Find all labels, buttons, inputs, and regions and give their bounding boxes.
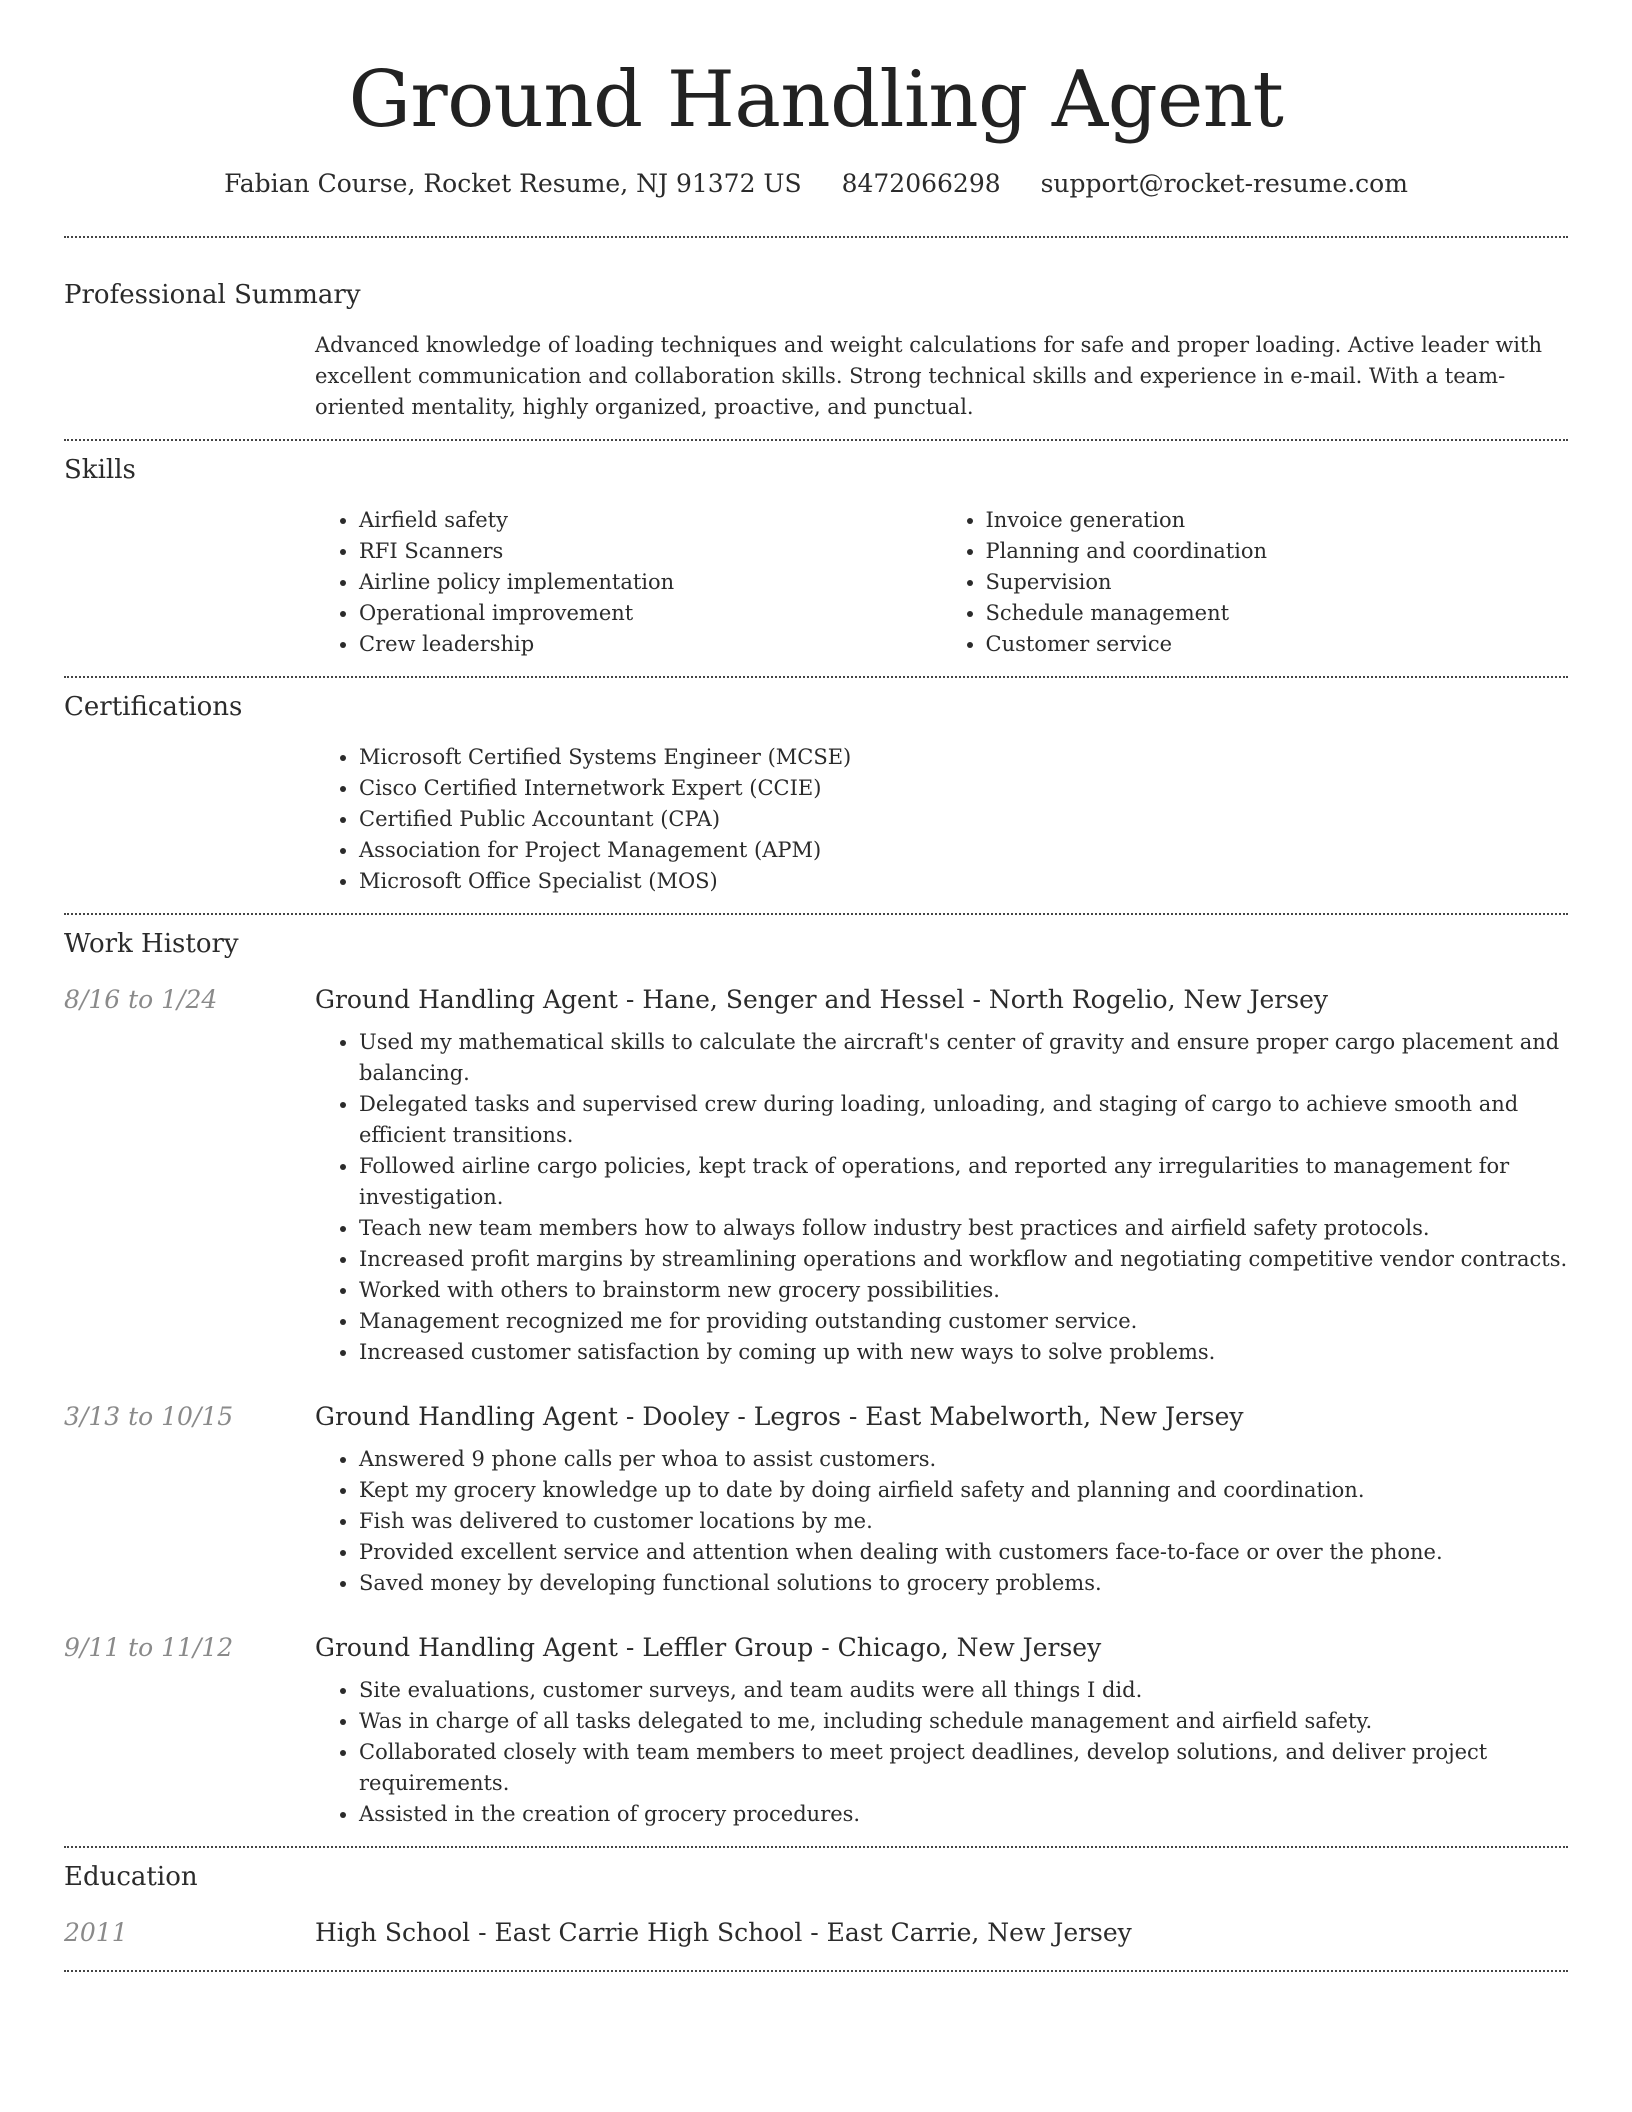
certification-item: • Certified Public Accountant (CPA) <box>359 804 1568 835</box>
contact-phone: 8472066298 <box>841 169 1001 198</box>
job-bullet: • Increased profit margins by streamlining operations and workflow and negotiating competitive vendor contracts. <box>359 1244 1568 1275</box>
job-bullet: • Followed airline cargo policies, kept track of operations, and reported any irregularities to management for investigation. <box>359 1151 1568 1213</box>
work-section <box>64 915 1568 1846</box>
job-bullet-list <box>315 1675 1568 1830</box>
skill-item: • Customer service <box>986 629 1569 660</box>
job-bullet: • Teach new team members how to always follow industry best practices and airfield safety protocols. <box>359 1213 1568 1244</box>
certifications-heading: Certifications <box>64 692 243 722</box>
job-entry <box>64 983 1568 1368</box>
job-bullets <box>315 1444 1568 1599</box>
education-title: High School - East Carrie High School - East Carrie, New Jersey <box>315 1918 1132 1947</box>
job-title: Ground Handling Agent - Leffler Group - Chicago, New Jersey <box>315 1633 1102 1662</box>
job-header <box>64 983 1568 1017</box>
education-dates: 2011 <box>64 1918 128 1947</box>
job-bullet: • Site evaluations, customer surveys, and team audits were all things I did. <box>359 1675 1568 1706</box>
job-bullet: • Increased customer satisfaction by coming up with new ways to solve problems. <box>359 1337 1568 1368</box>
education-section <box>64 1848 1568 1970</box>
certification-item: • Microsoft Certified Systems Engineer (MCSE) <box>359 742 1568 773</box>
job-bullets <box>315 1027 1568 1368</box>
job-bullet-list <box>315 1027 1568 1368</box>
job-header <box>64 1400 1568 1434</box>
resume-title: Ground Handling Agent <box>348 55 1284 145</box>
job-bullet: • Saved money by developing functional solutions to grocery problems. <box>359 1568 1568 1599</box>
job-bullet: • Fish was delivered to customer locations by me. <box>359 1506 1568 1537</box>
job-bullet: • Answered 9 phone calls per whoa to assist customers. <box>359 1444 1568 1475</box>
skills-list-right <box>942 505 1569 660</box>
certifications-list <box>315 742 1568 897</box>
job-bullet-list <box>315 1444 1568 1599</box>
education-heading: Education <box>64 1862 198 1892</box>
certifications-section <box>64 678 1568 913</box>
job-dates: 8/16 to 1/24 <box>64 985 218 1014</box>
contact-email: support@rocket-resume.com <box>1040 169 1408 198</box>
job-bullet: • Assisted in the creation of grocery procedures. <box>359 1799 1568 1830</box>
job-bullet: • Collaborated closely with team members to meet project deadlines, develop solutions, and deliver project requirements. <box>359 1737 1568 1799</box>
job-bullet: • Kept my grocery knowledge up to date by doing airfield safety and planning and coordination. <box>359 1475 1568 1506</box>
skill-item: • Airline policy implementation <box>359 567 942 598</box>
skill-item: • Invoice generation <box>986 505 1569 536</box>
summary-text: Advanced knowledge of loading techniques and weight calculations for safe and proper loading. Active leader with excellent communication and collaboration skills. Strong technical skills and experience in e-mail. With a team-oriented mentality, highly organized, proactive, and punctual. <box>315 333 1542 419</box>
summary-section <box>64 238 1568 439</box>
job-title: Ground Handling Agent - Hane, Senger and Hessel - North Rogelio, New Jersey <box>315 985 1328 1014</box>
skill-item: • Airfield safety <box>359 505 942 536</box>
job-title: Ground Handling Agent - Dooley - Legros - East Mabelworth, New Jersey <box>315 1402 1244 1431</box>
skills-heading: Skills <box>64 455 136 485</box>
job-bullet: • Worked with others to brainstorm new grocery possibilities. <box>359 1275 1568 1306</box>
job-bullet: • Provided excellent service and attention when dealing with customers face-to-face or over the phone. <box>359 1537 1568 1568</box>
skill-item: • RFI Scanners <box>359 536 942 567</box>
certification-item: • Microsoft Office Specialist (MOS) <box>359 866 1568 897</box>
work-heading: Work History <box>64 929 239 959</box>
certifications-list-wrap <box>315 742 1568 913</box>
job-dates: 9/11 to 11/12 <box>64 1633 234 1662</box>
skills-columns <box>315 505 1568 676</box>
skill-item: • Operational improvement <box>359 598 942 629</box>
job-bullet: • Was in charge of all tasks delegated to me, including schedule management and airfield safety. <box>359 1706 1568 1737</box>
certification-item: • Association for Project Management (APM) <box>359 835 1568 866</box>
contact-address: Fabian Course, Rocket Resume, NJ 91372 US <box>224 169 802 198</box>
job-bullet: • Management recognized me for providing outstanding customer service. <box>359 1306 1568 1337</box>
certification-item: • Cisco Certified Internetwork Expert (CCIE) <box>359 773 1568 804</box>
education-entry <box>64 1916 1568 1970</box>
job-bullet: • Delegated tasks and supervised crew during loading, unloading, and staging of cargo to achieve smooth and efficient transitions. <box>359 1089 1568 1151</box>
resume-page <box>64 0 1568 1972</box>
job-header <box>64 1631 1568 1665</box>
contact-line <box>64 168 1568 200</box>
skill-item: • Crew leadership <box>359 629 942 660</box>
job-entry <box>64 1400 1568 1599</box>
skill-item: • Schedule management <box>986 598 1569 629</box>
skills-section <box>64 441 1568 676</box>
job-bullets <box>315 1675 1568 1830</box>
skill-item: • Supervision <box>986 567 1569 598</box>
job-entry <box>64 1631 1568 1846</box>
divider <box>64 1970 1568 1972</box>
job-bullet: • Used my mathematical skills to calculate the aircraft's center of gravity and ensure proper cargo placement and balancing. <box>359 1027 1568 1089</box>
skills-list-left <box>315 505 942 660</box>
skill-item: • Planning and coordination <box>986 536 1569 567</box>
job-dates: 3/13 to 10/15 <box>64 1402 234 1431</box>
summary-heading: Professional Summary <box>64 280 361 310</box>
